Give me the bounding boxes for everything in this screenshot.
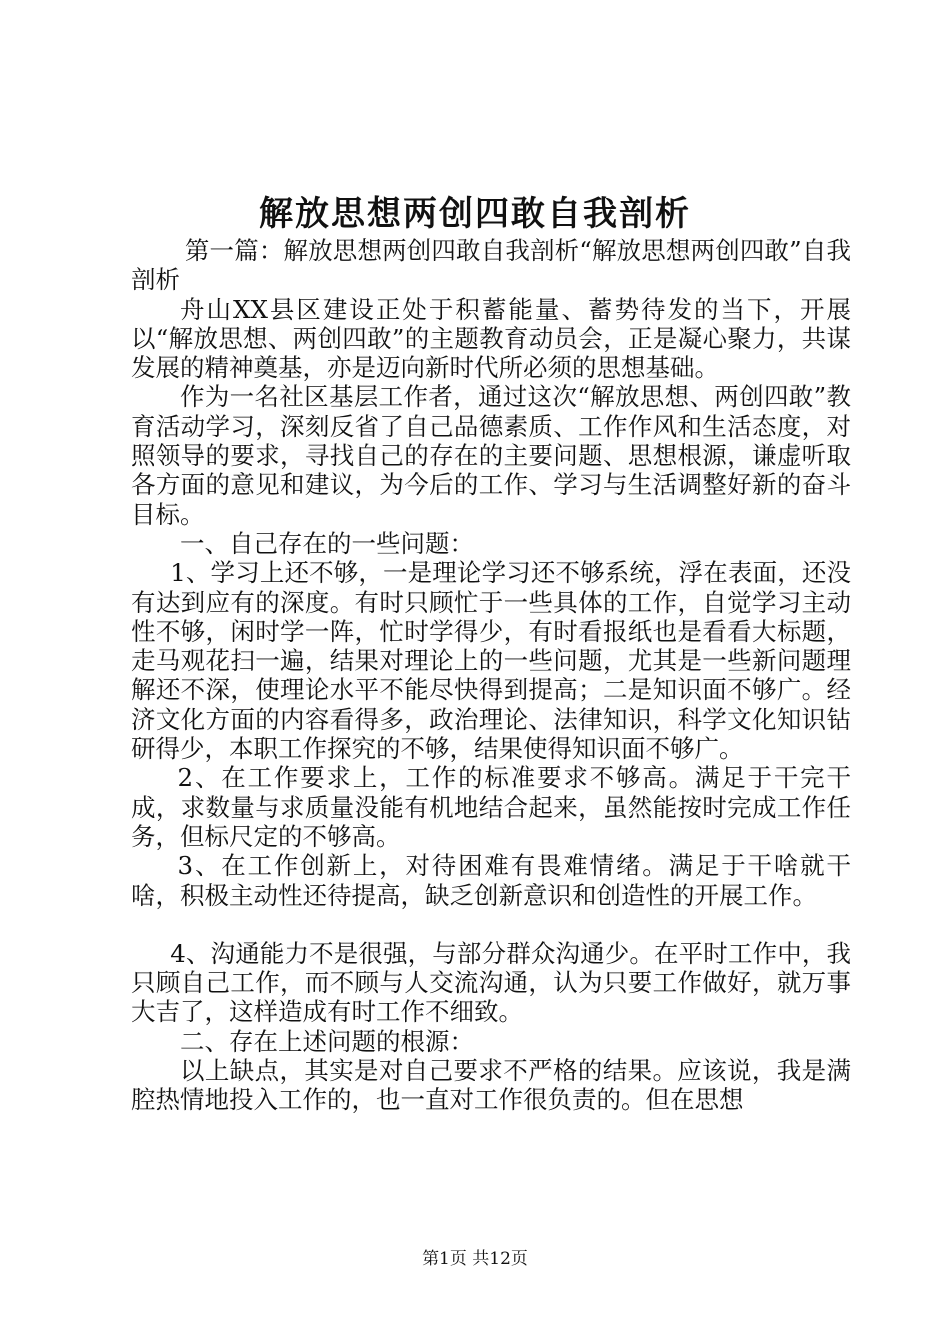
list-item: 1、学习上还不够，一是理论学习还不够系统，浮在表面，还没有达到应有的深度。有时只顾忙于一些具体的工作，自觉学习主动性不够，闲时学一阵，忙时学得少，有时看报纸也是看看大标题，走马观花扫一遍，结果对理论上的一些问题，尤其是一些新问题理解还不深，使理论水平不能尽快得到提高；二是知识面不够广。经济文化方面的内容看得多，政治理论、法律知识，科学文化知识钻研得少，本职工作探究的不够，结果使得知识面不够广。 — [131, 558, 851, 764]
list-item: 4、沟通能力不是很强，与部分群众沟通少。在平时工作中，我只顾自己工作，而不顾与人交流沟通，认为只要工作做好，就万事大吉了，这样造成有时工作不细致。 — [131, 938, 851, 1027]
paragraph: 作为一名社区基层工作者，通过这次“解放思想、两创四敢”教育活动学习，深刻反省了自己品德素质、工作作风和生活态度，对照领导的要求，寻找自己的存在的主要问题、思想根源，谦虚听取各方面的意见和建议，为今后的工作、学习与生活调整好新的奋斗目标。 — [131, 382, 851, 529]
list-item: 2、在工作要求上，工作的标准要求不够高。满足于干完干成，求数量与求质量没能有机地结合起来，虽然能按时完成工作任务，但标尺定的不够高。 — [131, 763, 851, 851]
section-heading: 一、自己存在的一些问题： — [180, 528, 474, 558]
list-item: 3、在工作创新上，对待困难有畏难情绪。满足于干啥就干啥，积极主动性还待提高，缺乏创新意识和创造性的开展工作。 — [131, 851, 851, 910]
paragraph: 舟山XX县区建设正处于积蓄能量、蓄势待发的当下，开展以“解放思想、两创四敢”的主题教育动员会，正是凝心聚力，共谋发展的精神奠基，亦是迈向新时代所必须的思想基础。 — [131, 294, 851, 383]
paragraph-gap — [131, 910, 851, 939]
document-body — [131, 236, 851, 1115]
paragraph: 以上缺点，其实是对自己要求不严格的结果。应该说，我是满腔热情地投入工作的，也一直对工作很负责的。但在思想 — [131, 1056, 851, 1115]
section-heading: 二、存在上述问题的根源： — [180, 1026, 474, 1056]
paragraph: 第一篇：解放思想两创四敢自我剖析“解放思想两创四敢”自我剖析 — [131, 236, 851, 295]
document-title: 解放思想两创四敢自我剖析 — [259, 194, 691, 234]
page-footer: 第1页 共12页 — [422, 1249, 528, 1269]
